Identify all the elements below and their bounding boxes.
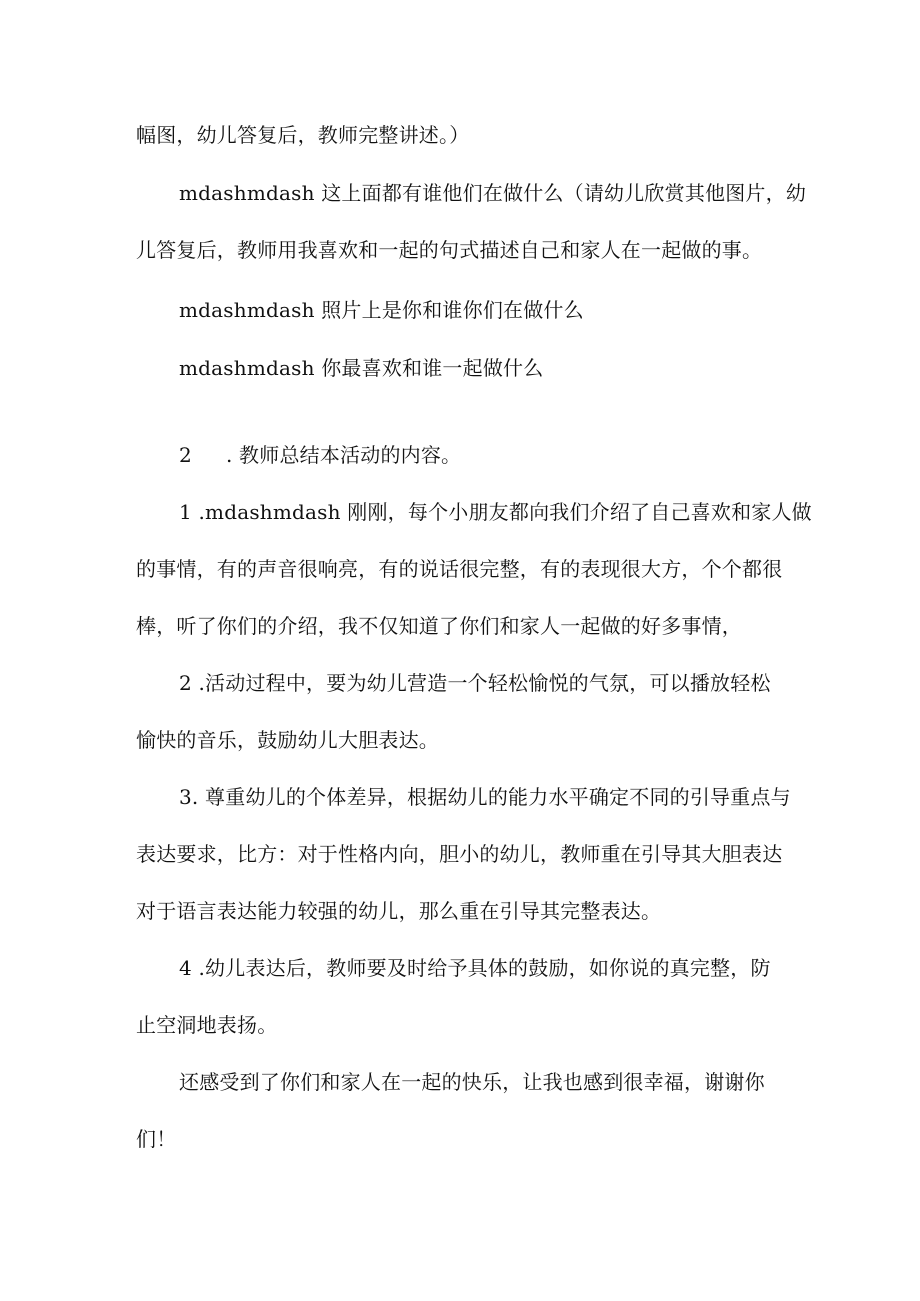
paragraph-line-14: 对于语言表达能力较强的幼儿，那么重在引导其完整表达。 <box>136 899 662 923</box>
section-number: 2 <box>179 443 192 467</box>
paragraph-line-18: 们！ <box>136 1127 177 1151</box>
paragraph-line-7: 1 .mdashmdash 刚刚，每个小朋友都向我们介绍了自己喜欢和家人做 <box>179 500 812 524</box>
paragraph-line-11: 愉快的音乐，鼓励幼儿大胆表达。 <box>136 728 439 752</box>
paragraph-line-2: mdashmdash 这上面都有谁他们在做什么（请幼儿欣赏其他图片，幼 <box>179 181 807 205</box>
paragraph-line-10: 2 .活动过程中，要为幼儿营造一个轻松愉悦的气氛，可以播放轻松 <box>179 671 771 695</box>
paragraph-line-9: 棒，听了你们的介绍，我不仅知道了你们和家人一起做的好多事情， <box>136 614 742 638</box>
section-heading-text: . 教师总结本活动的内容。 <box>225 443 462 467</box>
paragraph-line-12: 3. 尊重幼儿的个体差异，根据幼儿的能力水平确定不同的引导重点与 <box>179 785 791 809</box>
paragraph-line-15: 4 .幼儿表达后，教师要及时给予具体的鼓励，如你说的真完整，防 <box>179 956 771 980</box>
paragraph-line-17: 还感受到了你们和家人在一起的快乐，让我也感到很幸福，谢谢你 <box>179 1070 765 1094</box>
paragraph-line-13: 表达要求，比方：对于性格内向，胆小的幼儿，教师重在引导其大胆表达 <box>136 842 783 866</box>
paragraph-line-5: mdashmdash 你最喜欢和谁一起做什么 <box>179 356 544 380</box>
paragraph-line-3: 儿答复后，教师用我喜欢和一起的句式描述自己和家人在一起做的事。 <box>136 238 763 262</box>
section-heading-2 <box>179 441 461 469</box>
paragraph-line-16: 止空洞地表扬。 <box>136 1013 278 1037</box>
paragraph-line-8: 的事情，有的声音很响亮，有的说话很完整，有的表现很大方，个个都很 <box>136 557 783 581</box>
paragraph-line-1: 幅图，幼儿答复后，教师完整讲述。） <box>136 123 470 147</box>
paragraph-line-4: mdashmdash 照片上是你和谁你们在做什么 <box>179 298 584 322</box>
